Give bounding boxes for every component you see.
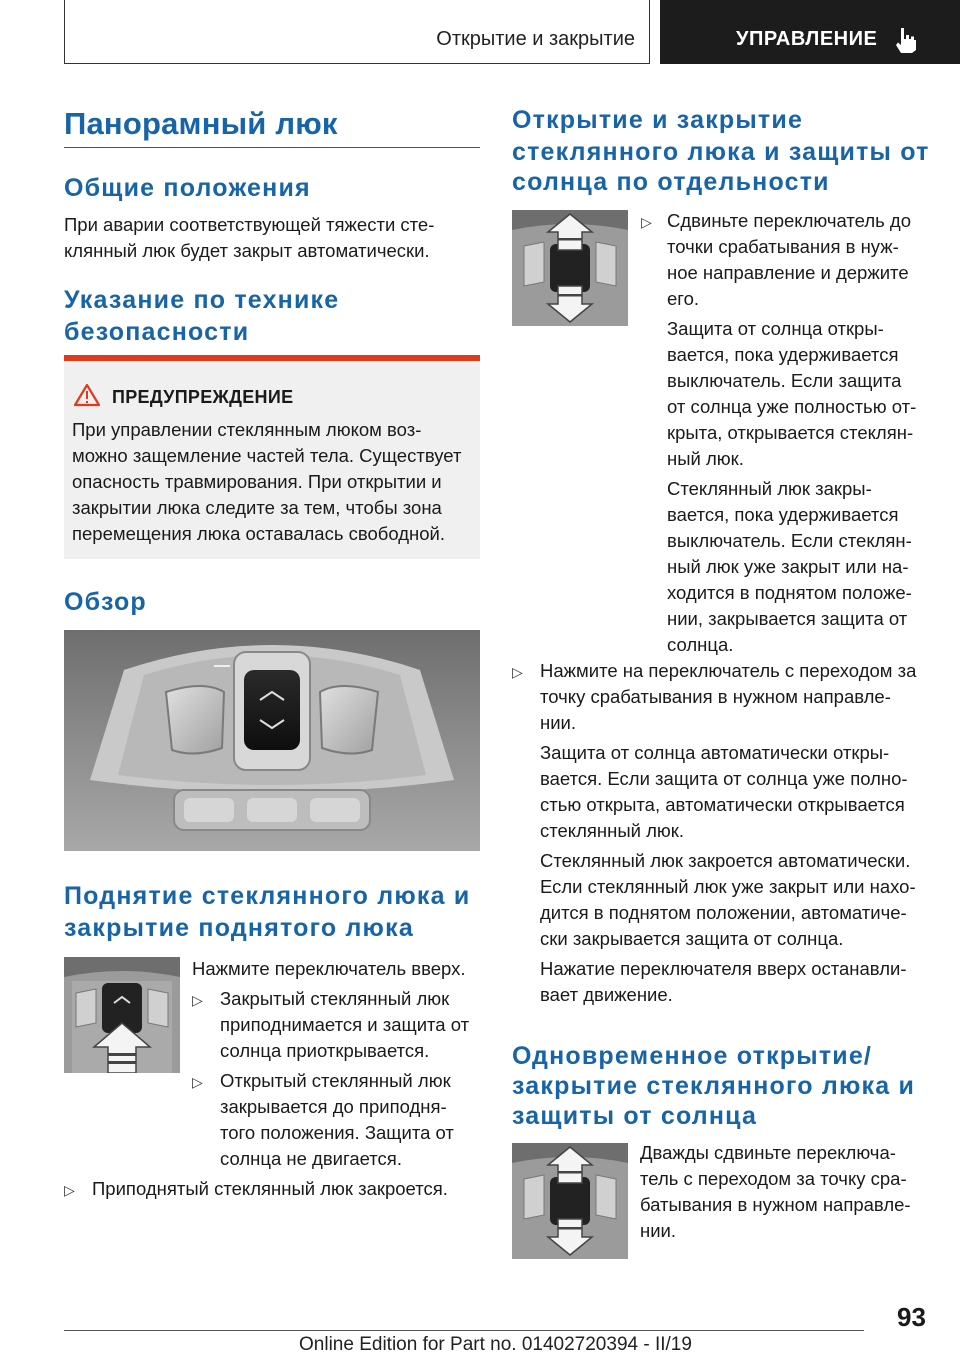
overview-photo xyxy=(64,630,480,851)
lift-b1-line: Закрытый стеклянный люк xyxy=(220,988,450,1009)
lift-b2-line: солнца не двигается. xyxy=(220,1148,402,1169)
warning-text xyxy=(72,417,476,547)
hand-pointer-icon xyxy=(893,26,919,54)
right-b1-p3-line: ный люк уже закрыт или на- xyxy=(667,556,909,577)
right-b1-p2-line: ный люк. xyxy=(667,448,744,469)
warning-line: закрытии люка следите за тем, чтобы зона xyxy=(72,497,442,518)
right-b2-p3-line: дится в поднятом положении, автоматиче- xyxy=(540,902,907,923)
lift-b1-line: солнца приоткрывается. xyxy=(220,1040,430,1061)
right-b1-p3-line: солнца. xyxy=(667,634,734,655)
right-b1-line: его. xyxy=(667,288,700,309)
right-b2-p2-line: вается. Если защита от солнца уже полно- xyxy=(540,768,908,789)
bullet-triangle-icon: ▷ xyxy=(512,664,523,680)
warning-line: можно защемление частей тела. Существует xyxy=(72,445,462,466)
warning-line: перемещения люка оставалась свободной. xyxy=(72,523,446,544)
lift-b2-line: закрывается до приподня- xyxy=(220,1096,447,1117)
separate-heading-2: стеклянного люка и защиты от xyxy=(512,138,930,166)
safety-heading-2: безопасности xyxy=(64,318,250,346)
bullet-triangle-icon: ▷ xyxy=(64,1182,75,1198)
lift-b2-line: Открытый стеклянный люк xyxy=(220,1070,451,1091)
right-b2-p2-line: стеклянный люк. xyxy=(540,820,685,841)
warning-triangle-icon xyxy=(74,383,100,407)
lift-heading-2: закрытие поднятого люка xyxy=(64,914,414,942)
right-b1-p2-line: от солнца уже полностью от- xyxy=(667,396,917,417)
footer-edition: Online Edition for Part no. 01402720394 - II/19 xyxy=(299,1334,692,1355)
sim-text-line: батывания в нужном направле- xyxy=(640,1194,911,1215)
general-text-2: клянный люк будет закрыт автоматически. xyxy=(64,240,430,261)
lift-b3-line: Приподнятый стеклянный люк закроется. xyxy=(92,1178,448,1199)
warning-box xyxy=(64,355,480,559)
right-b2-p3-line: ски закрывается защита от солнца. xyxy=(540,928,844,949)
right-b1-line: ное направление и держите xyxy=(667,262,909,283)
header-chapter-title: УПРАВЛЕНИЕ xyxy=(736,28,878,50)
right-b1-p3-line: нии, закрывается защита от xyxy=(667,608,908,629)
separate-heading-1: Открытие и закрытие xyxy=(512,106,804,134)
sim-text-line: нии. xyxy=(640,1220,677,1241)
simultaneous-heading-2: закрытие стеклянного люка и xyxy=(512,1072,916,1100)
general-heading: Общие положения xyxy=(64,174,311,202)
warning-line: При управлении стеклянным люком воз- xyxy=(72,419,422,440)
header-section-title: Открытие и закрытие xyxy=(436,28,635,50)
right-b2-p3-line: Стеклянный люк закроется автоматически. xyxy=(540,850,911,871)
switch-updown-photo xyxy=(512,210,628,326)
right-b1-p2-line: крыта, открывается стеклян- xyxy=(667,422,914,443)
right-b2-p4-line: Нажатие переключателя вверх останавли- xyxy=(540,958,907,979)
sim-text-line: Дважды сдвиньте переключа- xyxy=(640,1142,896,1163)
right-b2-p4-line: вает движение. xyxy=(540,984,673,1005)
safety-heading-1: Указание по технике xyxy=(64,286,340,314)
switch-double-photo xyxy=(512,1143,628,1259)
right-b1-p2-line: вается, пока удерживается xyxy=(667,344,899,365)
right-b1-line: Сдвиньте переключатель до xyxy=(667,210,911,231)
lift-b1-line: приподнимается и защита от xyxy=(220,1014,470,1035)
right-b2-line: Нажмите на переключатель с переходом за xyxy=(540,660,917,681)
footer-rule xyxy=(64,1330,864,1331)
lift-b2-line: того положения. Защита от xyxy=(220,1122,454,1143)
overview-heading: Обзор xyxy=(64,588,147,616)
bullet-triangle-icon: ▷ xyxy=(192,1074,203,1090)
header-section-box xyxy=(64,0,650,64)
lift-heading-1: Поднятие стеклянного люка и xyxy=(64,882,471,910)
switch-up-photo xyxy=(64,957,180,1073)
right-b1-p2-line: выключатель. Если защита xyxy=(667,370,902,391)
right-b2-p2-line: стью открыта, автоматически открывается xyxy=(540,794,905,815)
right-b1-p3-line: выключатель. Если стеклян- xyxy=(667,530,912,551)
bullet-triangle-icon: ▷ xyxy=(192,992,203,1008)
right-b2-p2-line: Защита от солнца автоматически откры- xyxy=(540,742,890,763)
right-b2-p3-line: Если стеклянный люк уже закрыт или нахо- xyxy=(540,876,916,897)
simultaneous-heading-3: защиты от солнца xyxy=(512,1102,758,1130)
bullet-triangle-icon: ▷ xyxy=(641,214,652,230)
sim-text-line: тель с переходом за точку сра- xyxy=(640,1168,907,1189)
lift-intro: Нажмите переключатель вверх. xyxy=(192,958,466,979)
right-b1-p3-line: вается, пока удерживается xyxy=(667,504,899,525)
page-number: 93 xyxy=(897,1302,926,1332)
general-text-1: При аварии соответствующей тяжести сте- xyxy=(64,214,435,235)
title-rule xyxy=(64,147,480,148)
right-b1-p3-line: Стеклянный люк закры- xyxy=(667,478,872,499)
right-b1-p3-line: ходится в поднятом положе- xyxy=(667,582,912,603)
separate-heading-3: солнца по отдельности xyxy=(512,168,830,196)
simultaneous-heading-1: Одновременное открытие/ xyxy=(512,1042,873,1070)
page-title: Панорамный люк xyxy=(64,106,338,141)
warning-title: ПРЕДУПРЕЖДЕНИЕ xyxy=(112,387,294,407)
right-b2-line: нии. xyxy=(540,712,577,733)
warning-line: опасность травмирования. При открытии и xyxy=(72,471,442,492)
right-b2-line: точку срабатывания в нужном направле- xyxy=(540,686,891,707)
right-b1-line: точки срабатывания в нуж- xyxy=(667,236,899,257)
right-b1-p2-line: Защита от солнца откры- xyxy=(667,318,884,339)
